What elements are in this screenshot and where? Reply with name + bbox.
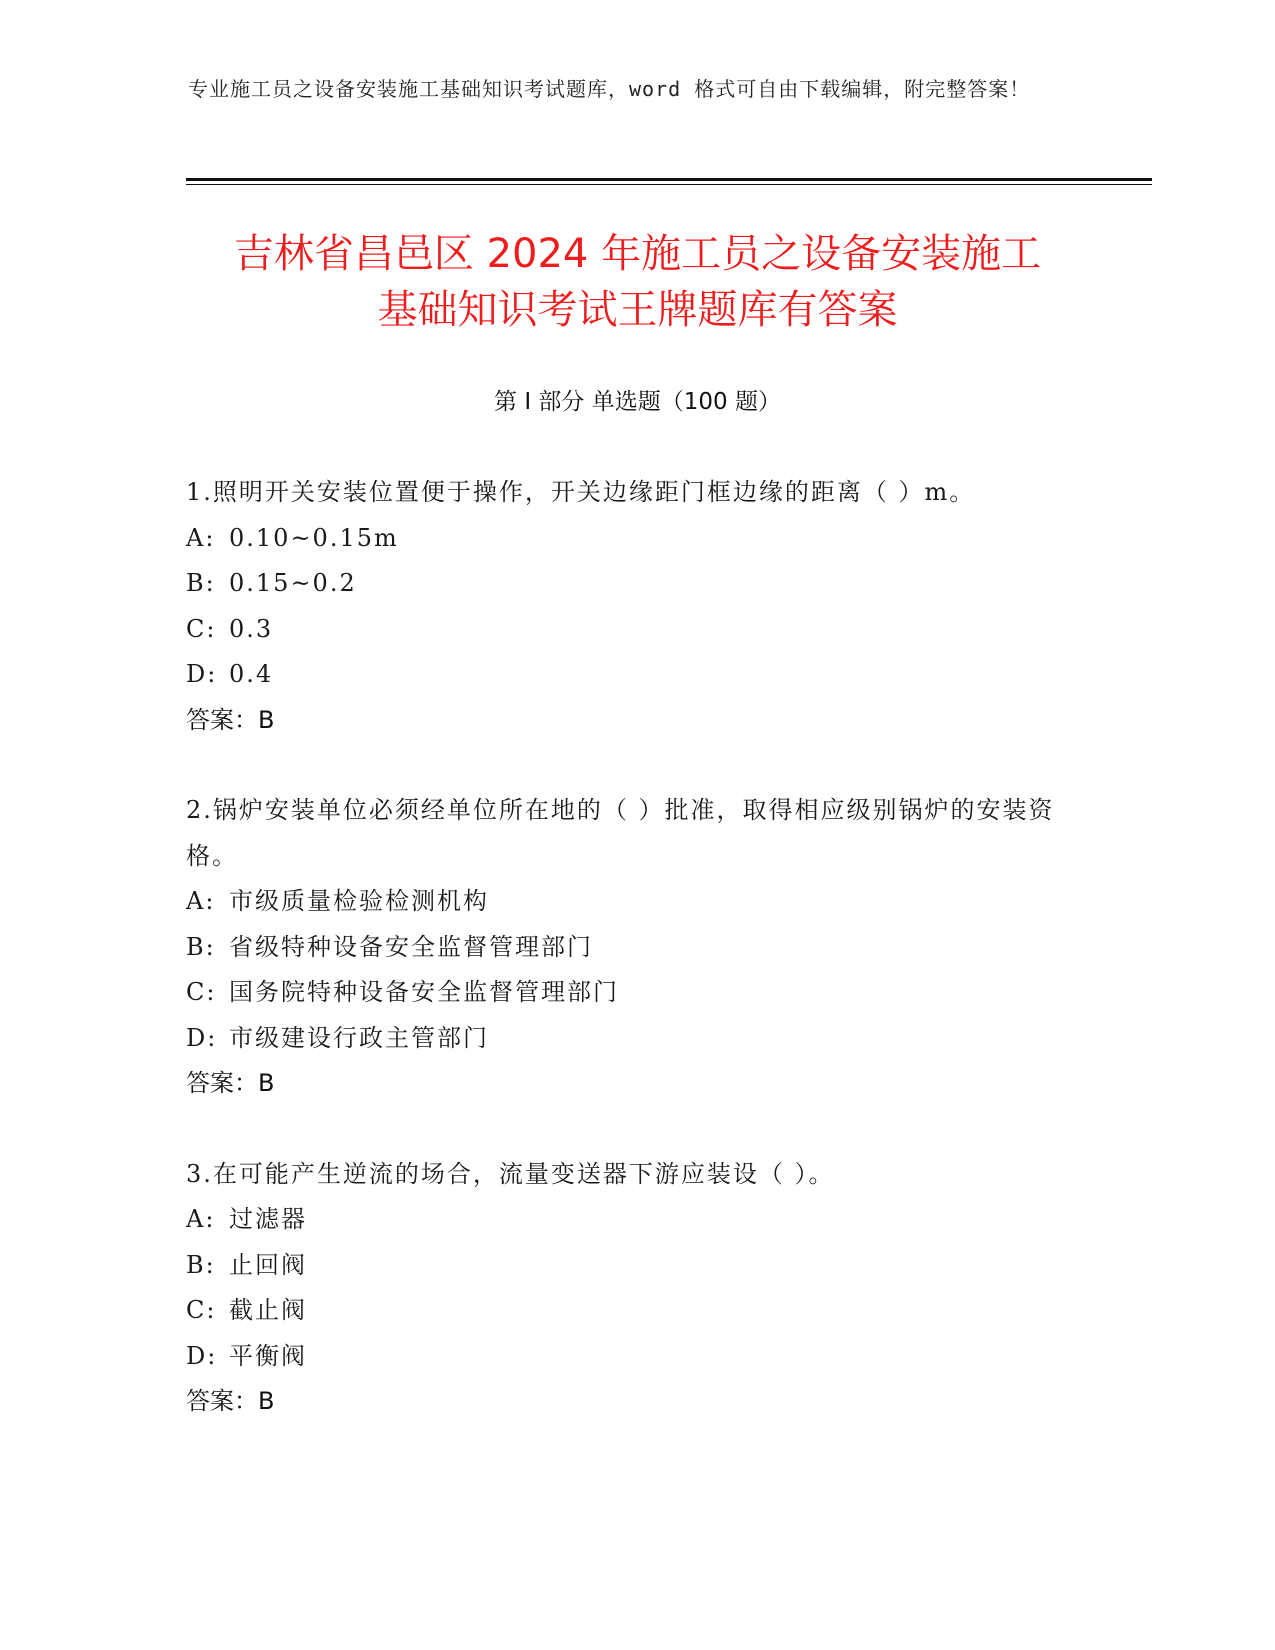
option-letter: D: — [186, 1341, 218, 1370]
document-title-line2: 基础知识考试王牌题库有答案 — [377, 287, 898, 333]
option-letter: D: — [186, 660, 218, 688]
question-3 — [186, 1152, 1086, 1425]
option-a — [186, 1197, 1086, 1243]
option-letter: A: — [186, 1205, 216, 1233]
option-text: 0.15~0.2 — [229, 569, 357, 597]
header-rule-thick — [186, 178, 1152, 181]
option-a — [186, 879, 1086, 925]
option-text: 过滤器 — [229, 1205, 307, 1233]
option-letter: C: — [186, 614, 217, 643]
header-note: 专业施工员之设备安装施工基础知识考试题库，word 格式可自由下载编辑，附完整答案！ — [188, 77, 1031, 101]
option-text: 市级质量检验检测机构 — [229, 887, 489, 915]
option-c — [186, 970, 1086, 1016]
option-c — [186, 607, 1086, 653]
question-1 — [186, 470, 1086, 743]
option-c — [186, 1288, 1086, 1334]
option-text: 0.10~0.15m — [229, 523, 399, 552]
option-text: 平衡阀 — [229, 1341, 307, 1370]
option-letter: B: — [186, 569, 216, 597]
answer: 答案：B — [186, 1387, 275, 1415]
header-rule-thin — [186, 184, 1152, 185]
option-letter: C: — [186, 978, 217, 1006]
option-b — [186, 1243, 1086, 1289]
option-letter: C: — [186, 1296, 217, 1324]
answer: 答案：B — [186, 705, 275, 734]
option-b — [186, 561, 1086, 607]
option-text: 0.3 — [229, 614, 274, 643]
option-d — [186, 1334, 1086, 1380]
question-stem: 3.在可能产生逆流的场合，流量变送器下游应装设（ ）。 — [186, 1159, 835, 1188]
question-2 — [186, 788, 1086, 1107]
option-letter: B: — [186, 1250, 216, 1279]
option-text: 止回阀 — [229, 1250, 307, 1279]
question-list — [186, 470, 1086, 1470]
question-stem: 2.锅炉安装单位必须经单位所在地的（ ）批准，取得相应级别锅炉的安装资格。 — [186, 796, 1055, 870]
section-title: 第 I 部分 单选题（100 题） — [494, 389, 781, 415]
option-a — [186, 516, 1086, 562]
document-title-line1: 吉林省昌邑区 2024 年施工员之设备安装施工 — [233, 231, 1042, 277]
question-stem: 1.照明开关安装位置便于操作，开关边缘距门框边缘的距离（ ）m。 — [186, 478, 976, 506]
option-letter: A: — [186, 887, 216, 915]
option-letter: D: — [186, 1023, 218, 1052]
option-d — [186, 652, 1086, 698]
option-d — [186, 1016, 1086, 1062]
option-letter: A: — [186, 523, 216, 552]
option-text: 国务院特种设备安全监督管理部门 — [229, 978, 619, 1006]
document-title — [150, 226, 1125, 338]
option-text: 0.4 — [229, 660, 274, 688]
option-b — [186, 925, 1086, 971]
answer: 答案：B — [186, 1069, 275, 1097]
option-letter: B: — [186, 932, 216, 961]
option-text: 市级建设行政主管部门 — [229, 1023, 489, 1052]
option-text: 截止阀 — [229, 1296, 307, 1324]
option-text: 省级特种设备安全监督管理部门 — [229, 932, 593, 961]
